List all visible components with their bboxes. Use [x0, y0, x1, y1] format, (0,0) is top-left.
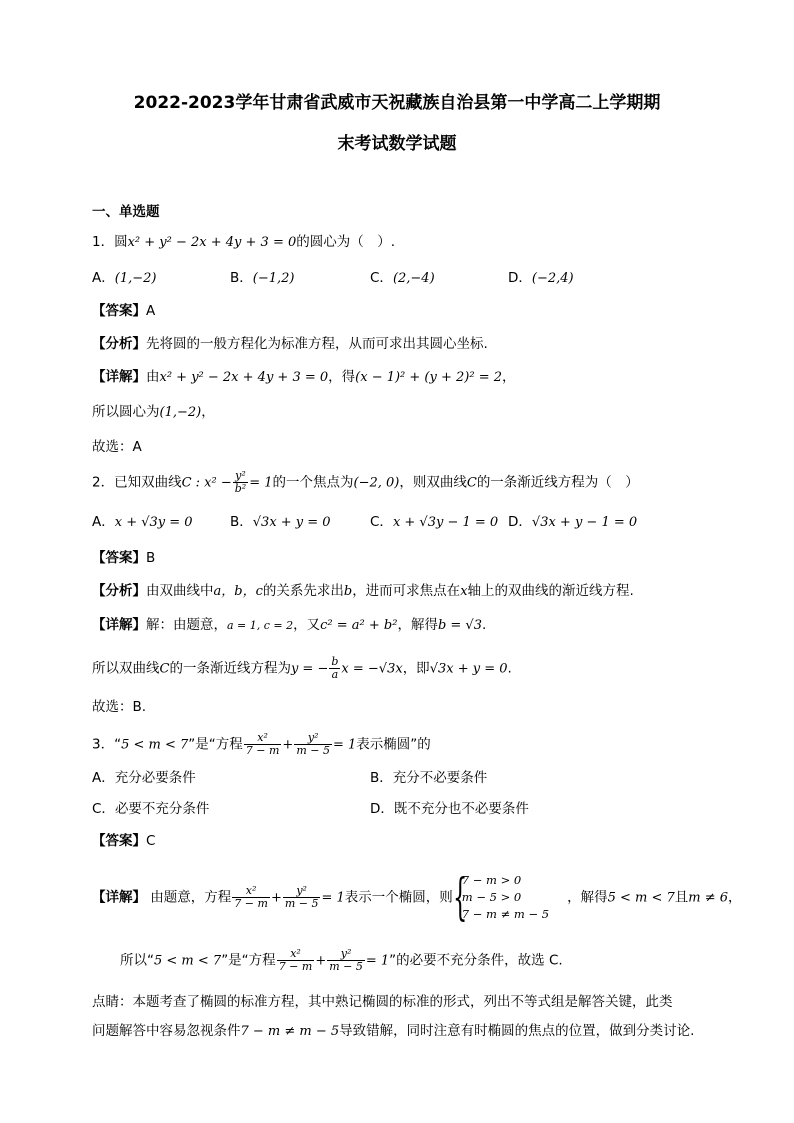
paper-title-line-1: 2022-2023学年甘肃省武威市天祝藏族自治县第一中学高二上学期期: [133, 93, 661, 113]
q3-stem: 3．“5 < m < 7”是“方程 $\frac{\text{x²}}{7 - m}$ + $\frac{\text{y²}}{m - 5}$ = 1表示椭圆”的: [92, 731, 431, 757]
q1-option-b: B．(−1,2): [230, 270, 295, 286]
q1-center-line: 所以圆心为(1,−2)，: [92, 404, 215, 420]
q2-option-c: C．x + √3y − 1 = 0: [370, 514, 499, 530]
q2-option-a: A．x + √3y = 0: [92, 514, 193, 530]
q3-answer: 【答案】C: [92, 833, 156, 849]
q1-stem: 1．圆x² + y² − 2x + 4y + 3 = 0的圆心为（ ）.: [92, 234, 396, 250]
q2-detail: 【详解】解：由题意，a = 1, c = 2，又c² = a² + b²，解得b = √3.: [92, 617, 487, 633]
q3-option-b: B．充分不必要条件: [370, 770, 488, 786]
q3-inequality-system: { 7 − m > 0 m − 5 > 0 7 − m ≠ m − 5: [452, 868, 550, 926]
q2-ba-fraction: $\frac{b}{a}$: [331, 655, 339, 681]
q1-conclusion: 故选：A: [92, 439, 142, 455]
q1-equation: x² + y² − 2x + 4y + 3 = 0: [127, 235, 297, 250]
q3-note-line-2: 问题解答中容易忽视条件7 − m ≠ m − 5导致错解，同时注意有时椭圆的焦点的位置，做到分类讨论.: [92, 1023, 695, 1039]
q1-option-a: A．(1,−2): [92, 270, 157, 286]
q1-option-d: D．(−2,4): [508, 270, 574, 286]
q3-detail: 【详解】 由题意，方程 $\frac{\text{x²}}{7 - m}$ + $\frac{\text{y²}}{m - 5}$ = 1表示一个椭圆，则 { 7 − m > 0 m − 5 > 0 7 − m ≠ m − 5 ，解得5 < m < 7且m ≠ 6，: [92, 868, 742, 926]
q1-option-c: C．(2,−4): [370, 270, 435, 286]
q1-answer: 【答案】A: [92, 303, 156, 319]
section-heading: 一、单选题: [92, 204, 160, 220]
q1-analysis: 【分析】先将圆的一般方程化为标准方程，从而可求出其圆心坐标.: [92, 336, 488, 352]
q3-conclusion: 所以“5 < m < 7”是“方程 $\frac{\text{x²}}{7 - m}$ + $\frac{\text{y²}}{m - 5}$ = 1”的必要不充分条件，故选 C.: [120, 947, 563, 973]
q2-option-d: D．√3x + y − 1 = 0: [508, 514, 638, 530]
q3-note-line-1: 点睛：本题考查了椭圆的标准方程，其中熟记椭圆的标准的形式，列出不等式组是解答关键，此类: [92, 994, 673, 1010]
q2-asymptote-line: 所以双曲线C的一条渐近线方程为y = − $\frac{b}{a}$ x = −√3x，即√3x + y = 0.: [92, 655, 512, 681]
q2-answer: 【答案】B: [92, 550, 156, 566]
q2-option-b: B．√3x + y = 0: [230, 514, 331, 530]
paper-title-line-2: 末考试数学试题: [337, 134, 457, 154]
q3-option-a: A．充分必要条件: [92, 770, 196, 786]
q2-stem: 2．已知双曲线C : x² − $\frac{\text{y²}}{\text{b²}}$ = 1的一个焦点为(−2, 0)，则双曲线C的一条渐近线方程为（ ）: [92, 469, 639, 495]
q1-detail: 【详解】由x² + y² − 2x + 4y + 3 = 0，得(x − 1)² + (y + 2)² = 2，: [92, 369, 516, 385]
q2-fraction: $\frac{\text{y²}}{\text{b²}}$: [234, 469, 247, 495]
q2-analysis: 【分析】由双曲线中a，b，c的关系先求出b，进而可求焦点在x轴上的双曲线的渐近线方程.: [92, 583, 634, 599]
q2-conclusion: 故选：B.: [92, 699, 147, 715]
q3-option-d: D．既不充分也不必要条件: [370, 801, 529, 817]
q3-option-c: C．必要不充分条件: [92, 801, 210, 817]
